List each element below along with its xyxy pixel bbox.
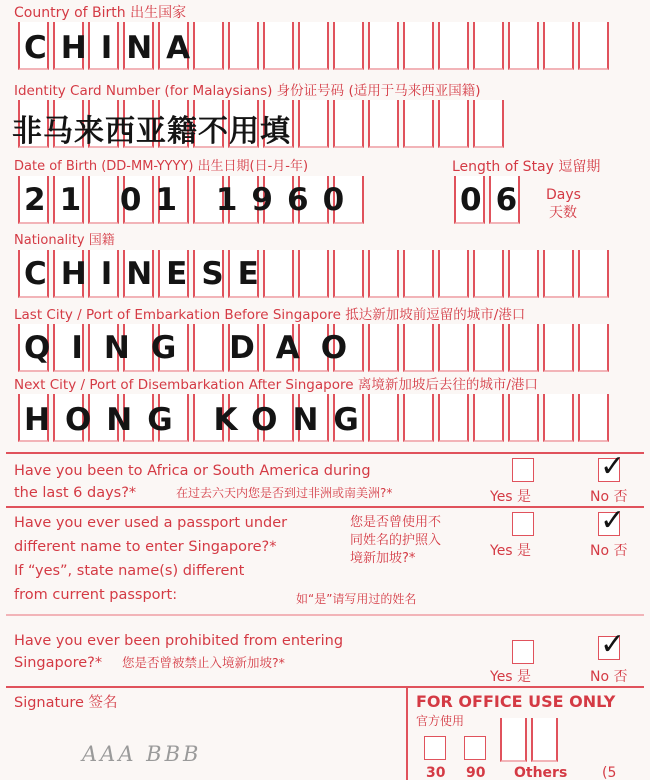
q2-cn4: 如“是”请写用过的姓名 [296,592,417,606]
office-90-box [464,736,486,760]
q2-checkmark-icon: ✓ [600,503,626,538]
length-of-stay-value: 06 [460,182,532,218]
country-of-birth-label: Country of Birth 出生国家 [14,5,187,21]
next-city-value: HONG KONG [24,402,374,438]
q3-cn: 您是否曾被禁止入境新加坡?* [122,655,285,670]
q2-line3: If “yes”, state name(s) different [14,563,245,579]
q2-line4: from current passport: [14,587,178,603]
q2-yes-label: Yes 是 [490,543,532,559]
last-city-label: Last City / Port of Embarkation Before Singapore 抵达新加坡前逗留的城市/港口 [14,307,526,323]
q3-yes-checkbox[interactable] [512,640,534,664]
q2-divider [6,614,644,616]
q1-cn: 在过去六天内您是否到过非洲或南美洲?* [176,486,393,500]
disembarkation-form [6,0,644,780]
office-opt4-label: (5 [602,765,617,780]
q1-yes-checkbox[interactable] [512,458,534,482]
days-cn-label: 天数 [549,205,577,221]
office-others-label: Others [514,765,568,780]
signature-value[interactable]: AAA BBB [82,742,202,766]
nationality-label: Nationality 国籍 [14,233,115,248]
office-90-label: 90 [466,765,486,780]
last-city-value: QING DAO [24,330,369,366]
dob-value: 21 01 1960 [24,182,359,218]
q2-no-label: No 否 [590,543,628,559]
office-title: FOR OFFICE USE ONLY [416,692,616,711]
q1-line2: the last 6 days?* [14,485,137,501]
q1-yes-label: Yes 是 [490,489,532,505]
next-city-label: Next City / Port of Disembarkation After Singapore 离境新加坡后去往的城市/港口 [14,377,538,393]
office-divider [406,686,408,780]
q1-no-label: No 否 [590,489,628,505]
q2-yes-checkbox[interactable] [512,512,534,536]
q2-cn2: 同姓名的护照入 [350,533,442,548]
dob-label: Date of Birth (DD-MM-YYYY) 出生日期(日-月-年) [14,159,309,174]
nationality-value: CHINESE [24,256,273,292]
q3-line2: Singapore?* [14,655,103,671]
office-others-boxes [500,718,562,762]
section-divider [6,452,644,454]
q3-no-label: No 否 [590,669,628,685]
q3-divider [6,686,644,688]
q2-cn3: 境新加坡?* [350,551,416,566]
q3-checkmark-icon: ✓ [600,627,626,662]
q2-line1: Have you ever used a passport under [14,515,288,531]
days-label: Days [546,187,581,203]
q1-checkmark-icon: ✓ [600,449,626,484]
signature-label: Signature 签名 [14,695,118,711]
q1-divider [6,506,644,508]
q2-line2: different name to enter Singapore?* [14,539,277,555]
q3-yes-label: Yes 是 [490,669,532,685]
office-cn: 官方使用 [416,714,465,728]
q3-line1: Have you ever been prohibited from entering [14,633,344,649]
q2-cn1: 您是否曾使用不 [350,515,442,530]
office-30-box [424,736,446,760]
q1-line1: Have you been to Africa or South America during [14,463,371,479]
ic-number-label: Identity Card Number (for Malaysians) 身份证号码 (适用于马来西亚国籍) [14,83,481,99]
office-30-label: 30 [426,765,446,780]
country-of-birth-value: CHINA [24,30,205,66]
length-of-stay-label: Length of Stay 逗留期 [452,159,601,175]
ic-number-value: 非马来西亚籍不用填 [12,114,291,149]
